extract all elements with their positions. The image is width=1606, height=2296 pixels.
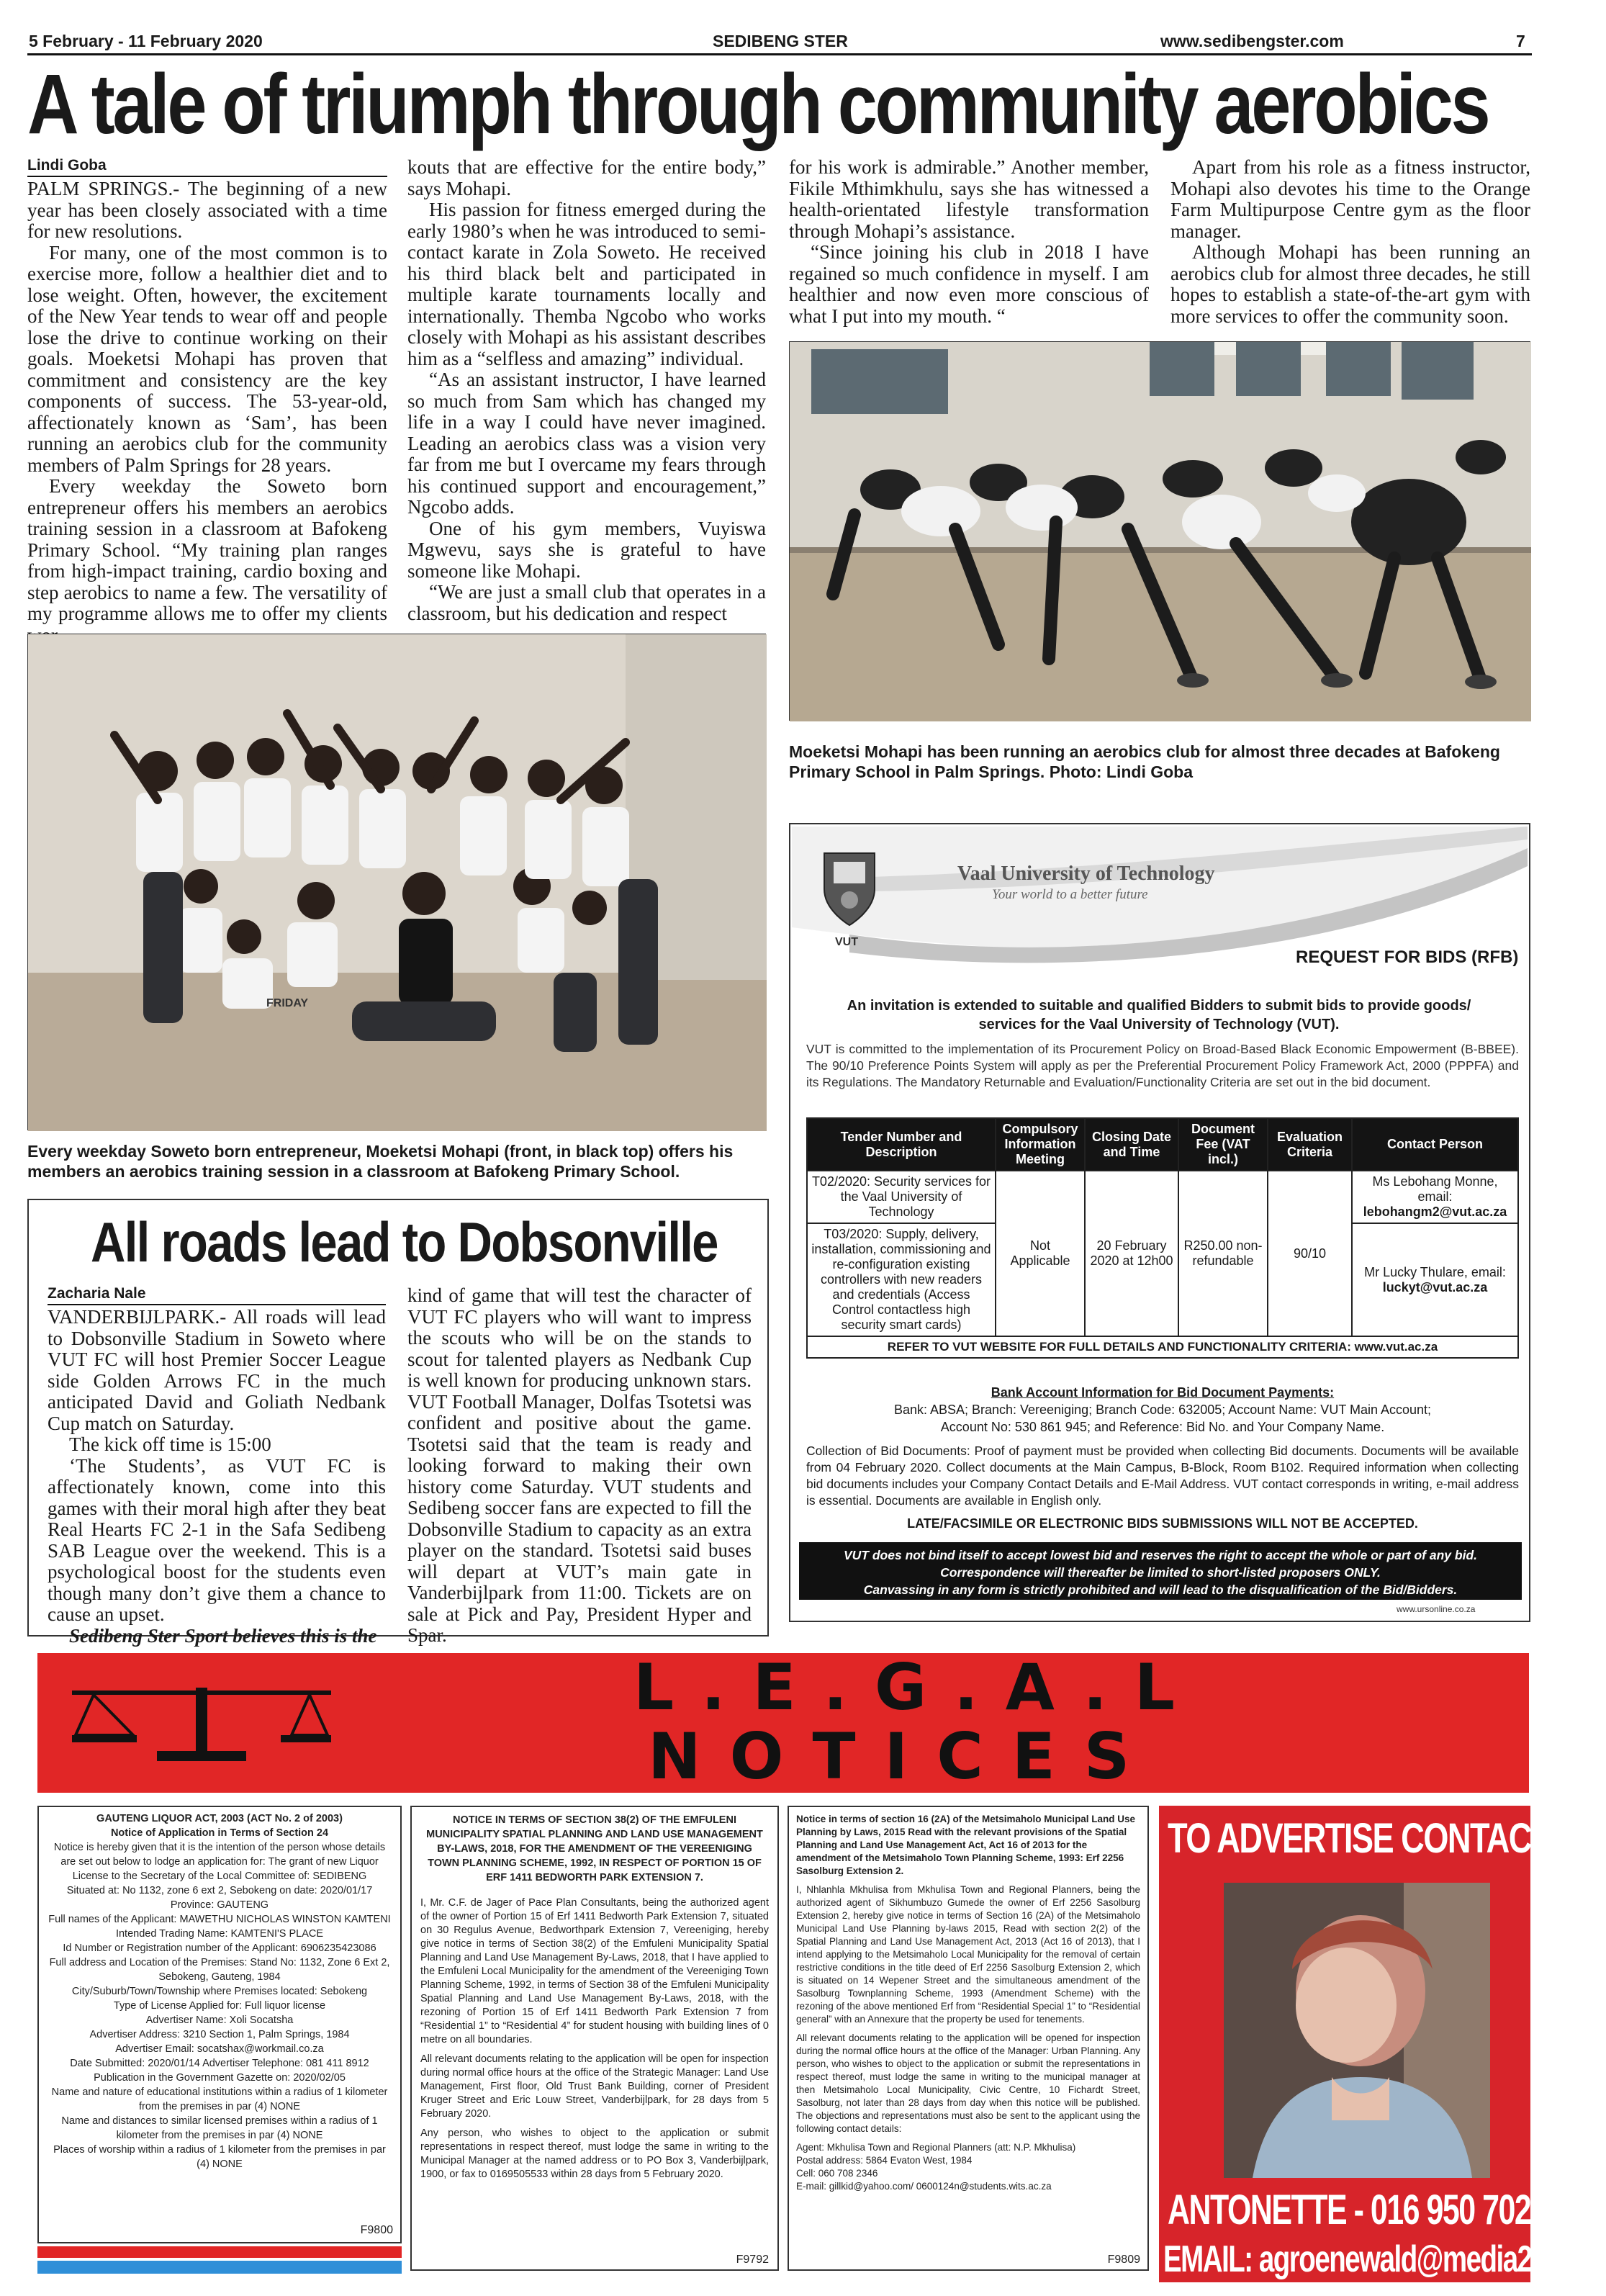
paragraph: Although Mohapi has been running an aerobics club for almost three decades, he still hopes to establish a state-of-the-art gym with more services to offer the community soon. xyxy=(1170,241,1530,327)
liquor-line: City/Suburb/Town/Township where Premises located: Sebokeng xyxy=(71,1986,368,1997)
criteria-cell: 90/10 xyxy=(1268,1171,1352,1336)
article-2-headline: All roads lead to Dobsonville xyxy=(91,1210,718,1274)
paragraph: For many, one of the most common is to exercise more, follow a healthier diet and to lose weight. Often, however, the excitement of the New Year tends to wear off and people lose the drive to continue working on their goals. Moeketsi Mohapi has proven that commitment and consistency are the key components of success. The 53-year-old, affectionately known as ‘Sam’, has been running an aerobics club for the community members of Palm Springs for 28 years. xyxy=(27,241,387,476)
article-2-byline: Zacharia Nale xyxy=(48,1285,386,1305)
disclaimer-bar xyxy=(799,1542,1522,1600)
notice-emfuleni xyxy=(410,1806,779,2271)
masthead-url[interactable]: www.sedibengster.com xyxy=(1160,32,1344,50)
col-header-meeting: Compulsory Information Meeting xyxy=(996,1118,1085,1171)
vut-slogan: Your world to a better future xyxy=(992,887,1148,902)
paragraph: Apart from his role as a fitness instructor, Mohapi also devotes his time to the Orange Farm Multipurpose Centre gym as the floor manager. xyxy=(1170,156,1530,242)
advertise-email[interactable]: EMAIL: agroenewald@media24.com xyxy=(1163,2238,1606,2280)
table-footer: REFER TO VUT WEBSITE FOR FULL DETAILS AND FUNCTIONALITY CRITERIA: www.vut.ac.za xyxy=(807,1336,1518,1358)
paragraph: kouts that are effective for the entire body,” says Mohapi. xyxy=(407,156,766,199)
paragraph: All relevant documents relating to the application will be open for inspection during normal office hours at the office of the Strategic Manager: Land Use Management, First floor, Old Trust Bank Building, corner of President Kruger Street and Eric Louw Street, Vanderbijlpark, for 28 days from 5 February 2020. xyxy=(420,2053,769,2120)
rfb-title: REQUEST FOR BIDS (RFB) xyxy=(1296,947,1519,967)
paragraph: The kick off time is 15:00 xyxy=(69,1433,271,1455)
col-header-criteria: Evaluation Criteria xyxy=(1268,1118,1352,1171)
col-header-fee: Document Fee (VAT incl.) xyxy=(1178,1118,1268,1171)
article-2-column-2 xyxy=(407,1285,752,1647)
paragraph: for his work is admirable.” Another member, Fikile Mthimkhulu, says she has witnessed a health-orientated lifestyle transformation through Mohapi’s assistance. xyxy=(789,156,1149,242)
contact-cell-2 xyxy=(1352,1223,1518,1336)
paragraph: VANDERBIJLPARK.- All roads will lead to Dobsonville Stadium in Soweto where VUT FC will host Premier Soccer League side Golden Arrows FC in the much anticipated David and Goliath Nedbank Cup match on Saturday. xyxy=(48,1306,386,1434)
liquor-line: Province: GAUTENG xyxy=(170,1899,269,1911)
photo-shirt-text: FRIDAY xyxy=(266,997,309,1009)
tender-table-wrap xyxy=(806,1117,1519,1359)
masthead-paper-name: SEDIBENG STER xyxy=(713,32,848,50)
tender-t03-description: T03/2020: Supply, delivery, installation, commissioning and re-configuration existing controllers with new readers and credentials (Access Control contactless high security smart cards) xyxy=(807,1223,996,1336)
liquor-line: Intended Trading Name: KAMTENI'S PLACE xyxy=(115,1928,324,1940)
liquor-line: Date Submitted: 2020/01/14 Advertiser Telephone: 081 411 8912 xyxy=(70,2058,369,2069)
contact-2-name: Mr Lucky Thulare, email: xyxy=(1364,1264,1506,1279)
photo-aerobics-class-image xyxy=(790,342,1531,721)
closing-cell: 20 February 2020 at 12h00 xyxy=(1085,1171,1178,1336)
metsimaholo-title: Notice in terms of section 16 (2A) of the Metsimaholo Municipal Land Use Planning by Laws, 2015 Read with the relevant provisions of the Spatial Planning and Land Use Management Act, Act 16 of 2013 for the amendment of the Metsimaholo Town Planning Scheme, 1993: Erf 2256 Sasolburg Extension 2. xyxy=(796,1814,1136,1876)
notice-ref: F9809 xyxy=(1107,2254,1140,2266)
advertiser-portrait-image xyxy=(1224,1883,1490,2178)
bank-line-2: Account No: 530 861 945; and Reference: Bid No. and Your Company Name. xyxy=(940,1420,1385,1434)
tender-t02-description: T02/2020: Security services for the Vaal University of Technology xyxy=(807,1171,996,1223)
bank-heading: Bank Account Information for Bid Document Payments: xyxy=(991,1385,1335,1400)
legal-banner-line-2: NOTICES xyxy=(648,1719,1159,1793)
notice-ref: F9792 xyxy=(736,2254,769,2266)
liquor-line: GAUTENG LIQUOR ACT, 2003 (ACT No. 2 of 2003) xyxy=(96,1813,343,1824)
liquor-line: Name and nature of educational institutions within a radius of 1 kilometer from the premises in par (4) NONE xyxy=(51,2086,388,2112)
liquor-line: Notice is hereby given that it is the intention of the person whose details are set out below to lodge an application for: The grant of new Liquor License to the Secretary of the Local Committee of: SEDIBENG xyxy=(53,1842,386,1882)
liquor-line: Type of License Applied for: Full liquor license xyxy=(113,2000,326,2012)
decorative-stripes xyxy=(37,2246,402,2282)
contact-line: Cell: 060 708 2346 xyxy=(796,2168,878,2179)
legal-banner-line-1: L.E.G.A.L xyxy=(633,1650,1202,1724)
paragraph: Every weekday the Soweto born entrepreneur offers his members an aerobics training session in a classroom at Bafokeng Primary School. “My training plan ranges from high-impact training, cardio boxing and step aerobics to name a few. The versatility of my programme allows me to offer my clients xyxy=(27,475,387,624)
tender-table xyxy=(806,1117,1519,1359)
article-2-column-1 xyxy=(48,1307,386,1647)
contact-1-name: Ms Lebohang Monne, email: xyxy=(1372,1174,1498,1204)
liquor-line: Advertiser Name: Xoli Socatsha xyxy=(145,2014,294,2026)
contact-line: Postal address: 5864 Evaton West, 1984 xyxy=(796,2155,973,2166)
notice-ref: F9800 xyxy=(360,2224,393,2236)
col-header-tender: Tender Number and Description xyxy=(807,1118,996,1171)
contact-line: Agent: Mkhulisa Town and Regional Planners (att: N.P. Mkhulisa) xyxy=(796,2142,1076,2153)
liquor-line: Advertiser Email: socatshax@workmail.co.za xyxy=(115,2043,324,2055)
paragraph: “We are just a small club that operates in a classroom, but his dedication and respect xyxy=(407,581,766,624)
paragraph: I, Nhlanhla Mkhulisa from Mkhulisa Town and Regional Planners, being the authorized agent of Sikhumbuzo Gumede the owner of Erf 2256 Sasolburg Extension 2, hereby give notice in terms of Section 16 (2A) of the Metsimaholo Municipal Land Use Planning by-laws 2015, Read with section 2(2) of the Spatial Planning and Land Use Management Act, 2013 (Act 16 of 2013), that I intend applying to the Metsimaholo Local Municipality for the removal of certain restrictive conditions in the title deed of Erf 2256 Sasolburg Extension 2, which is situated on 14 Wepener Street and the simultaneous amendment of the Sasolburg Townplanning Scheme, 1993 (Amendment Scheme) with the rezoning of the above mentioned Erf from “Residential Special 1” to “Residential general” with an Annexure that the property be used for tenements. xyxy=(796,1884,1140,2025)
rfb-invitation: An invitation is extended to suitable and qualified Bidders to submit bids to provide goods/ services for the Vaal University of Technology (VUT). xyxy=(847,998,1471,1032)
tender-table-header xyxy=(807,1118,1518,1171)
bank-line-1: Bank: ABSA; Branch: Vereeniging; Branch Code: 632005; Account Name: VUT Main Account; xyxy=(893,1403,1432,1417)
emfuleni-title: NOTICE IN TERMS OF SECTION 38(2) OF THE EMFULENI MUNICIPALITY SPATIAL PLANNING AND LAND USE MANAGEMENT BY-LAWS, 2018, FOR THE AMENDMENT OF THE VEREENIGING TOWN PLANNING SCHEME, 1992, IN RESPECT OF PORTION 15 OF ERF 1411 BEDWORTH PARK EXTENSION 7. xyxy=(426,1814,763,1883)
photo-aerobics-group xyxy=(27,634,766,1130)
contact-line[interactable]: E-mail: gillkid@yahoo.com/ 0600124n@students.wits.ac.za xyxy=(796,2181,1052,2192)
fee-cell: R250.00 non-refundable xyxy=(1178,1171,1268,1336)
advertise-title: TO ADVERTISE CONTACT xyxy=(1168,1815,1550,1862)
meeting-cell: Not Applicable xyxy=(996,1171,1085,1336)
advertiser-photo xyxy=(1224,1883,1490,2178)
agency-credit: www.ursonline.co.za xyxy=(1397,1604,1476,1614)
liquor-line: Notice of Application in Terms of Section 24 xyxy=(110,1827,329,1839)
article-column-2 xyxy=(407,157,766,624)
paragraph: “Since joining his club in 2018 I have regained so much confidence in myself. I am healthier and now even more conscious of what I put into my mouth. “ xyxy=(789,241,1149,327)
liquor-line: Id Number or Registration number of the Applicant: 6906235423086 xyxy=(63,1942,376,1954)
masthead-date: 5 February - 11 February 2020 xyxy=(29,32,263,50)
liquor-line: Publication in the Government Gazette on: 2020/02/05 xyxy=(94,2072,346,2084)
page-number: 7 xyxy=(1516,32,1525,50)
paragraph: kind of game that will test the character of VUT FC players who will want to impress the scouts who will be on the stands to scout for talented players as Nedbank Cup is well known for producing unknown stars. VUT Football Manager, Dolfas Tsotetsi was confident and positive about the game. Tsotetsi said that the team is ready and looking forward to making their own history come Saturday. VUT students and Sedibeng soccer fans are expected to fill the Dobsonville Stadium to capacity as an extra player on the standard. Tsotetsi said buses will depart at VUT’s main gate in Vanderbijlpark from 11:00. Tickets are on sale at Pick and Pay, President Hyper and Spar. xyxy=(407,1284,752,1646)
contact-2-email[interactable]: luckyt@vut.ac.za xyxy=(1382,1279,1488,1295)
notice-liquor-licence xyxy=(37,1806,402,2243)
liquor-line: Advertiser Address: 3210 Section 1, Palm Springs, 1984 xyxy=(89,2029,350,2040)
vut-crest-icon xyxy=(821,846,878,932)
paragraph: ‘The Students’, as VUT FC is affectionately known, come into this games with their moral high after they beat Real Hearts FC 2-1 in the Safa Sedibeng SAB League over the weekend. This is a psychological boost for the students even though many don’t give them a chance to cause an upset. xyxy=(48,1454,386,1625)
paragraph: Sedibeng Ster Sport believes this is the xyxy=(69,1624,377,1647)
liquor-line: Situated at: No 1132, zone 6 ext 2, Sebokeng on date: 2020/01/17 xyxy=(66,1885,373,1896)
photo-caption-left: Every weekday Soweto born entrepreneur, Moeketsi Mohapi (front, in black top) offers his members an aerobics training session in a classroom at Bafokeng Primary School. xyxy=(27,1142,734,1181)
paragraph: Any person, who wishes to object to the application or submit representations in respect thereof, must lodge the same in writing to the Municipal Manager at the named address or to PO Box 3, Vanderbijlpark, 1900, or fax to 0169505533 within 28 days from 5 February 2020. xyxy=(420,2128,769,2180)
paragraph: I, Mr. C.F. de Jager of Pace Plan Consultants, being the authorized agent of the owner of Portion 15 of Erf 1411 Bedworth Park Extension 7, situated on 30 Regulus Avenue, Bedworthpark Extension 7, Vereeniging, hereby give notice in terms of Section 38(2) of the Emfuleni Municipality Spatial Planning and Land Use Management By-Laws, 2018, that I have applied to the Emfuleni Local Municipality for the amendment of the Vereeniging Town Planning Scheme, 1992, in terms of Section 38 of the Emfuleni Municipality Spatial Planning and Land Use Management By-Laws, 2018, with the rezoning of Portion 15 of Erf 1411 Bedworth Park Extension 7 from “Residential 1” to “Residential 4” for student housing with building lines of 0 metre on all boundaries. xyxy=(420,1897,769,2045)
vut-crest-label: VUT xyxy=(835,936,858,948)
disclaimer-line-3: Canvassing in any form is strictly prohibited and will lead to the disqualification of the Bid/Bidders. xyxy=(863,1583,1458,1597)
collection-text: Collection of Bid Documents: Proof of payment must be provided when collecting Bid documents. Documents will be available from 04 February 2020. Collect documents at the Main Campus, B-Block, Room B102. Required information when collecting bid documents includes your Company Contact Details and E-Mail Address. VUT contact corresponds in writing, e-mail address is essential. Documents are available in English only. xyxy=(806,1444,1519,1508)
paragraph: His passion for fitness emerged during the early 1980’s when he was introduced to semi-contact karate in Zola Soweto. He received his third black belt and participated in multiple karate tournaments locally and internationally. Themba Ngcobo who works closely with Mohapi as his assistant describes him as a “selfless and amazing” individual. xyxy=(407,199,766,369)
article-headline: A tale of triumph through community aerobics xyxy=(27,57,1489,152)
advertise-name-phone: ANTONETTE - 016 950 7022 xyxy=(1168,2187,1547,2233)
col-header-contact: Contact Person xyxy=(1352,1118,1518,1171)
col-header-closing: Closing Date and Time xyxy=(1085,1118,1178,1171)
liquor-line: Places of worship within a radius of 1 kilometer from the premises in par (4) NONE xyxy=(53,2144,386,2170)
late-bids-notice: LATE/FACSIMILE OR ELECTRONIC BIDS SUBMISSIONS WILL NOT BE ACCEPTED. xyxy=(907,1516,1418,1531)
rfb-policy: VUT is committed to the implementation of its Procurement Policy on Broad-Based Black Economic Empowerment (B-BBEE). The 90/10 Preference Points System will apply as per the Preferential Procurement Policy Framework Act, 2000 (PPPFA) and its Regulations. The Mandatory Returnable and Evaluation/Functionality Criteria are set out in the bid document. xyxy=(806,1042,1519,1089)
paragraph: PALM SPRINGS.- The beginning of a new year has been closely associated with a time for new resolutions. xyxy=(27,178,387,242)
paragraph: One of his gym members, Vuyiswa Mgwevu, says she is grateful to have someone like Mohapi. xyxy=(407,517,766,582)
liquor-line: Full address and Location of the Premises: Stand No: 1132, Zone 6 Ext 2, Sebokeng, Gauteng, 1984 xyxy=(49,1957,390,1983)
table-footer-row xyxy=(807,1336,1518,1358)
notice-metsimaholo xyxy=(788,1806,1149,2271)
scales-of-justice-icon xyxy=(72,1685,331,1764)
article-column-1 xyxy=(27,179,387,646)
paragraph: “As an assistant instructor, I have learned so much from Sam which has changed my life in a way I could have never imagined. Leading an aerobics class was a vision very far from me but I overcame my fears through his continued support and encouragement,” Ngcobo adds. xyxy=(407,369,766,518)
contact-cell-1 xyxy=(1352,1171,1518,1223)
masthead-rule xyxy=(27,53,1532,55)
liquor-line: Name and distances to similar licensed premises within a radius of 1 kilometer from the premises in par (4) NONE xyxy=(61,2115,378,2141)
article-column-4 xyxy=(1170,157,1530,327)
article-column-3 xyxy=(789,157,1149,327)
paragraph: All relevant documents relating to the application will be opened for inspection during the normal office hours at the office of the Manager: Urban Planning. Any person, who wishes to object to the application or submit the representations in respect thereof, must lodge the same in writing to the municipal manager at then Metsimaholo Local Municipality, Civic Centre, 10 Fichardt Street, Sasolburg, not later than 28 days from day when this notice will be published. The objections and representations must also be sent to the applicant using the following contact details: xyxy=(796,2032,1140,2134)
disclaimer-line-2: Correspondence will thereafter be limited to short-listed proposers ONLY. xyxy=(940,1565,1381,1580)
table-row xyxy=(807,1171,1518,1223)
photo-caption-right: Moeketsi Mohapi has been running an aerobics club for almost three decades at Bafokeng Primary School in Palm Springs. Photo: Lindi Goba xyxy=(789,742,1500,781)
byline: Lindi Goba xyxy=(27,157,387,177)
photo-aerobics-class xyxy=(789,341,1530,721)
photo-aerobics-group-image xyxy=(28,634,767,1131)
contact-1-email[interactable]: lebohangm2@vut.ac.za xyxy=(1363,1205,1507,1219)
disclaimer-line-1: VUT does not bind itself to accept lowest bid and reserves the right to accept the whole or part of any bid. xyxy=(844,1548,1477,1562)
vut-university-name: Vaal University of Technology xyxy=(957,863,1215,885)
liquor-line: Full names of the Applicant: MAWETHU NICHOLAS WINSTON KAMTENI xyxy=(48,1914,391,1925)
